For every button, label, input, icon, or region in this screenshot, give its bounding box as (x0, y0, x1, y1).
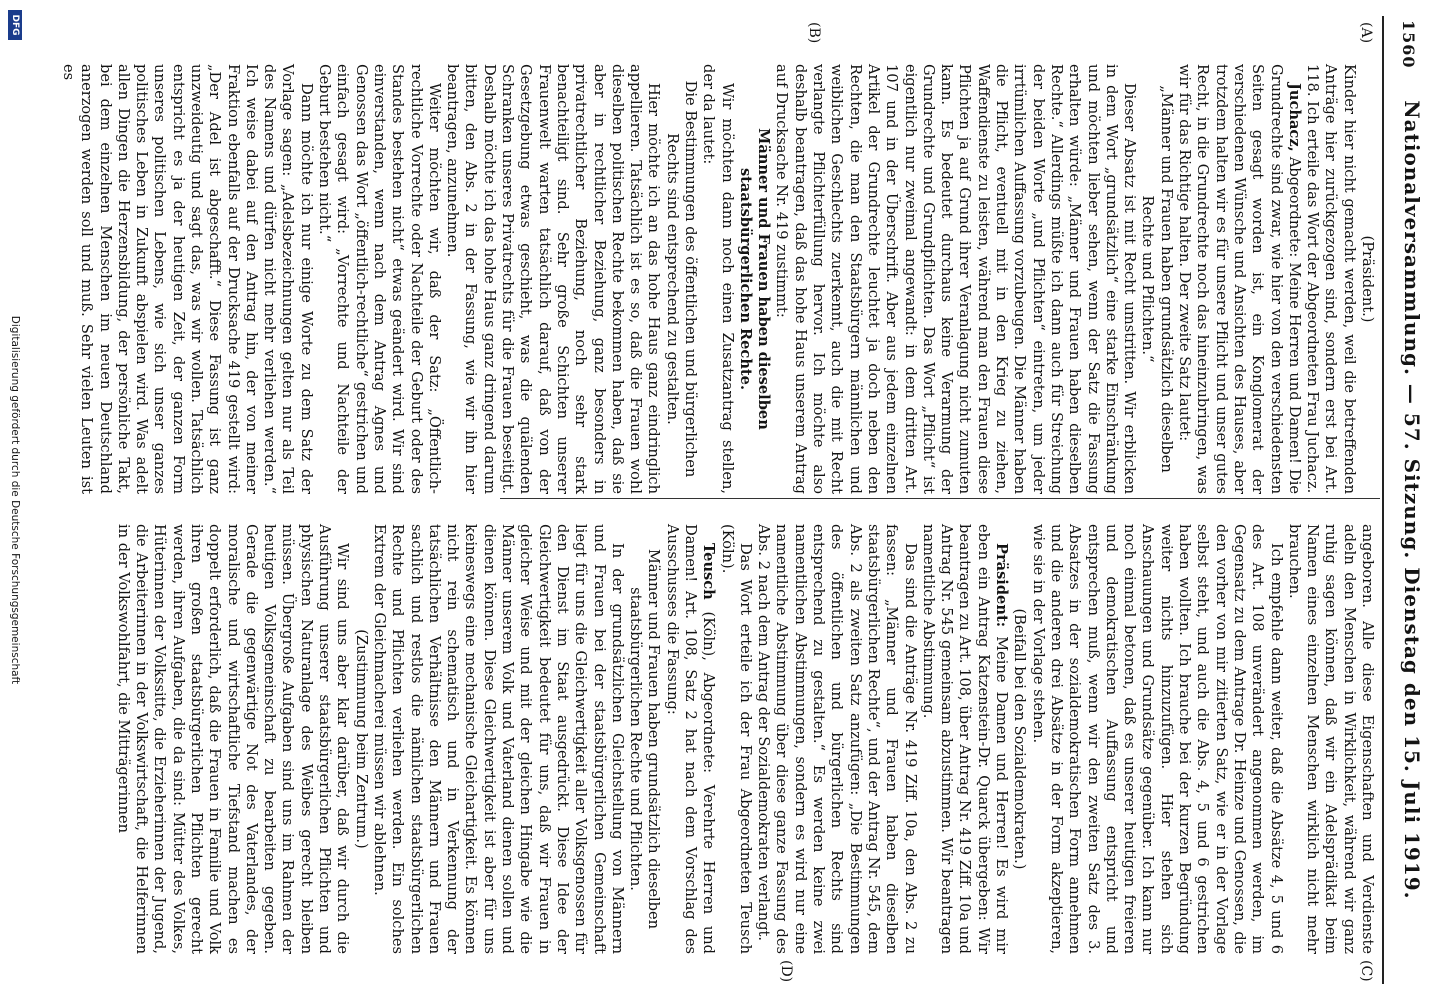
margin-marker-b: (B) (806, 22, 822, 44)
right-column (114, 524, 1376, 954)
speaker-note: (Präsident.) (1359, 235, 1376, 323)
margin-marker-d: (D) (778, 960, 794, 983)
column-divider (500, 498, 1380, 499)
paragraph: In der grundsätzlichen Gleichstellung von Männern und Frauen bei der staatsbürgerlichen Gemeinschaft liegt für uns die Gleichwertigkeit aller Volksgenossen für den Dienst im Staat ausgedrückt. Diese Idee der Gleichwertigkeit bedeutet für uns, daß wir Frauen in gleicher Weise und mit der gleichen Hingabe wie die Männer unserem Volk und Vaterland dienen sollen und dienen können. Diese Gleichwertigkeit ist aber für uns keineswegs eine mechanische Gleichartigkeit. Es können nicht rein schematisch und in Verkennung der tatsächlichen Verhältnisse den Männern und Frauen sachlich und restlos die nämlichen staatsbürgerlichen Rechte und Pflichten verliehen werden. Ein solches Extrem der Gleichmacherei müssen wir ablehnen. (370, 524, 626, 954)
paragraph: Hier möchte ich an das hohe Haus ganz eindringlich appellieren. Tatsächlich ist es so, daß die Frauen wohl dieselben politischen Rechte bekommen haben, daß sie aber in rechtlicher Beziehung, ganz besonders in privatrechtlicher Beziehung, noch sehr stark benachteiligt sind. Sehr große Schichten unserer Frauenwelt warten tatsächlich darauf, daß von der Gesetzgebung etwas geschieht, was die quälenden Schranken unseres Privatrechts für die Frauen beseitigt. Deshalb möchte ich das hohe Haus ganz dringend darum bitten, den Abs. 2 in der Fassung, wie wir ihn hier beantragen, anzunehmen. (444, 64, 663, 494)
proposal-text: Männer und Frauen haben dieselben staatsbürgerlichen Rechte. (736, 128, 773, 430)
paragraph: Kinder hier nicht gemacht werden, weil die betreffenden Anträge hier zurückgezogen sind, sondern erst bei Art. 118. Ich erteile das Wort der Abgeordneten Frau Juchacz. (1304, 64, 1358, 494)
paragraph: Wir möchten dann noch einen Zusatzantrag stellen, der da lautet: (700, 64, 736, 494)
page-header: Nationalversammlung. — 57. Sitzung. Dienstag den 15. Juli 1919. (1400, 100, 1424, 900)
paragraph: Weiter möchten wir, daß der Satz: „Öffentlich-rechtliche Vorrechte oder Nachteile der Geburt oder des Standes bestehen nicht“ etwas geändert wird. Wir sind einverstanden, wenn nach dem Antrag Agnes und Genossen das Wort „öffentlich-rechtliche“ gestrichen und einfach gesagt wird: „Vorrechte und Nachteile der Geburt bestehen nicht.“ (316, 64, 443, 494)
speech-text: Abgeordnete: Meine Herren und Damen! Die Grundrechte sind zwar, wie hier von den verschiedensten Seiten gesagt worden ist, ein Konglomerat der verschiedenen Wünsche und Ansichten des Hauses, aber trotzdem halten wir es für unsere Pflicht und unser gutes Recht, in die Grundrechte noch das hineinzubringen, was wir für das Richtige halten. Der zweite Satz lautet: (1176, 64, 1303, 495)
quoted-clause: Die Bestimmungen des öffentlichen und bürgerlichen Rechts sind entsprechend zu gestalten. (663, 80, 700, 478)
applause-note: (Beifall bei den Sozialdemokraten.) (1011, 608, 1029, 870)
speech-text: Meine Damen und Herren! Es wird mir eben ein Antrag Katzenstein-Dr. Quarck übergeben: Wir beantragen zu Art. 108, über Antrag Nr. 419 Ziff. 10a und Antrag Nr. 545 gemeinsam abzustimmen. Wir beantragen namentliche Abstimmung. (919, 524, 1011, 955)
margin-marker-c: (C) (1358, 960, 1374, 982)
speech-text: (Köln), Abgeordnete: Verehrte Herren und Damen! Art. 108, Satz 2 hat nach dem Vorschlag des Ausschusses die Fassung: (663, 524, 718, 955)
paragraph: Das Wort erteile ich der Frau Abgeordneten Teusch (Köln). (718, 524, 754, 954)
dfg-logo: DFG (8, 10, 22, 40)
speaker-name: Präsident: (993, 542, 1011, 628)
quoted-clause: Männer und Frauen haben grundsätzlich dieselben staatsbürgerlichen Rechte und Pflichten. (627, 548, 663, 930)
paragraph: Ich empfehle dann weiter, daß die Absätze 4, 5 und 6 des Art. 108 unverändert angenommen werden, im Gegensatz zu dem Antrage Dr. Heinze und Genossen, die den vorher von mir zitierten Satz, wie er in der Vorlage selbst steht, und auch die Abs. 4, 5 und 6 gestrichen haben wollten. Ich brauche bei der kurzen Begründung weiter nichts hinzuzufügen. Hier stehen sich Anschauungen und Grundsätze gegenüber. Ich kann nur noch einmal betonen, daß es unserer heutigen freieren und demokratischen Auffassung entspricht und entsprechen muß, wenn wir den zweiten Satz des 3. Absatzes in der sozialdemokratischen Form annehmen und die anderen drei Absätze in der Form akzeptieren, wie sie in der Vorlage stehen. (1029, 524, 1285, 954)
speech-paragraph (662, 524, 717, 954)
margin-marker-a: (A) (1358, 22, 1374, 44)
digitization-footer: Digitalisierung gefördert durch die Deutsche Forschungsgemeinschaft (9, 315, 21, 685)
speaker-name: Teusch (700, 542, 718, 600)
left-column (59, 64, 1376, 494)
speech-paragraph (1175, 64, 1303, 494)
paragraph: Das sind die Anträge Nr. 419 Ziff. 10a, den Abs. 2 zu fassen: „Männer und Frauen haben dieselben staatsbürgerlichen Rechte“, und der Antrag Nr. 545, dem Abs. 2 als zweiten Satz anzufügen: „Die Bestimmungen des öffentlichen und bürgerlichen Rechts sind entsprechend zu gestalten.“ Es werden keine zwei namentlichen Abstimmungen, sondern es wird nur eine namentliche Abstimmung über diese ganze Fassung des Abs. 2 nach dem Antrag der Sozialdemokraten verlangt. (755, 524, 919, 954)
paragraph: Dieser Absatz ist mit Recht umstritten. Wir erblicken in dem Wort „grundsätzlich“ eine starke Einschränkung und möchten lieber sehen, wenn der Satz die Fassung erhalten würde: „Männer und Frauen haben dieselben Rechte.“ Allerdings müßte ich dann auch für Streichung der beiden Worte „und Pflichten“ eintreten, um jeder irrtümlichen Auffassung vorzubeugen. Die Männer haben die Pflicht, eventuell mit in den Krieg zu ziehen, Waffendienste zu leisten, während man den Frauen diese Pflichten ja auf Grund ihrer Veranlagung nicht zumuten kann. Es bedeutet durchaus keine Verarmung der Grundrechte und Grundpflichten. Das Wort „Pflicht“ ist eigentlich nur zweimal angewandt: in dem dritten Art. 107 und in der Überschrift. Aber aus jedem einzelnen Artikel der Grundrechte leuchtet ja doch neben den Rechten, die man den Staatsbürgern männlichen und weiblichen Geschlechts zuerkennt, auch die mit Recht verlangte Pflichterfüllung hervor. Ich möchte also deshalb beantragen, daß das hohe Haus unserem Antrag auf Drucksache Nr. 419 zustimmt: (773, 64, 1139, 494)
speech-paragraph (919, 524, 1010, 954)
speaker-name: Juchacz, (1285, 82, 1303, 152)
applause-note: (Zustimmung beim Zentrum.) (352, 629, 370, 849)
page-number: 1560 (1399, 20, 1418, 69)
quoted-clause: „Männer und Frauen haben grundsätzlich dieselben Rechte und Pflichten.“ (1139, 85, 1175, 473)
paragraph: Dann möchte ich nur einige Worte zu dem Satz der Vorlage sagen: „Adelsbezeichnungen gelten nur als Teil des Namens und dürfen nicht mehr verliehen werden.“ Ich weise dabei auf den Antrag hin, der von meiner Fraktion ebenfalls auf der Drucksache 419 gestellt wird: „Der Adel ist abgeschafft.“ Diese Fassung ist ganz unzweideutig und sagt das, was wir wollen. Tatsächlich entspricht es ja der heutigen Zeit, der ganzen Form unseres politischen Lebens, wie sich unser ganzes politisches Leben in Zukunft abspielen wird. Was adelt allen Dingen die Herzensbildung, der persönliche Takt, bei dem einzelnen Menschen im neuen Deutschland anerzogen werden soll und muß. Sehr vielen Leuten ist es (59, 64, 315, 494)
paragraph: angeboren. Alle diese Eigenschaften und Verdienste adeln den Menschen in Wirklichkeit, während wir ganz ruhig sagen können, daß wir ein Adelsprädikat beim Namen eines einzelnen Menschen wirklich nicht mehr brauchen. (1285, 524, 1376, 954)
header-rule (1382, 16, 1384, 984)
paragraph: Wir sind uns aber klar darüber, daß wir durch die Ausführung unserer staatsbürgerlichen Pflichten und physischen Naturanlage des Weibes gerecht bleiben müssen. Übergroße Aufgaben sind uns im Rahmen der heutigen Volksgemeinschaft zu bearbeiten gegeben. Gerade die gegenwärtige Not des Vaterlandes, der moralische und wirtschaftliche Tiefstand machen es doppelt erforderlich, daß die Frauen in Familie und Volk ihren großen staatsbürgerlichen Pflichten gerecht werden, ihren Aufgaben, die da sind: Mütter des Volkes, Hüterinnen der Volkssitte, die Erzieherinnen der Jugend, die Arbeiterinnen in der Volkswirtschaft, die Helferinnen in der Volkswohlfahrt, die Mitträgerinnen (114, 524, 352, 954)
